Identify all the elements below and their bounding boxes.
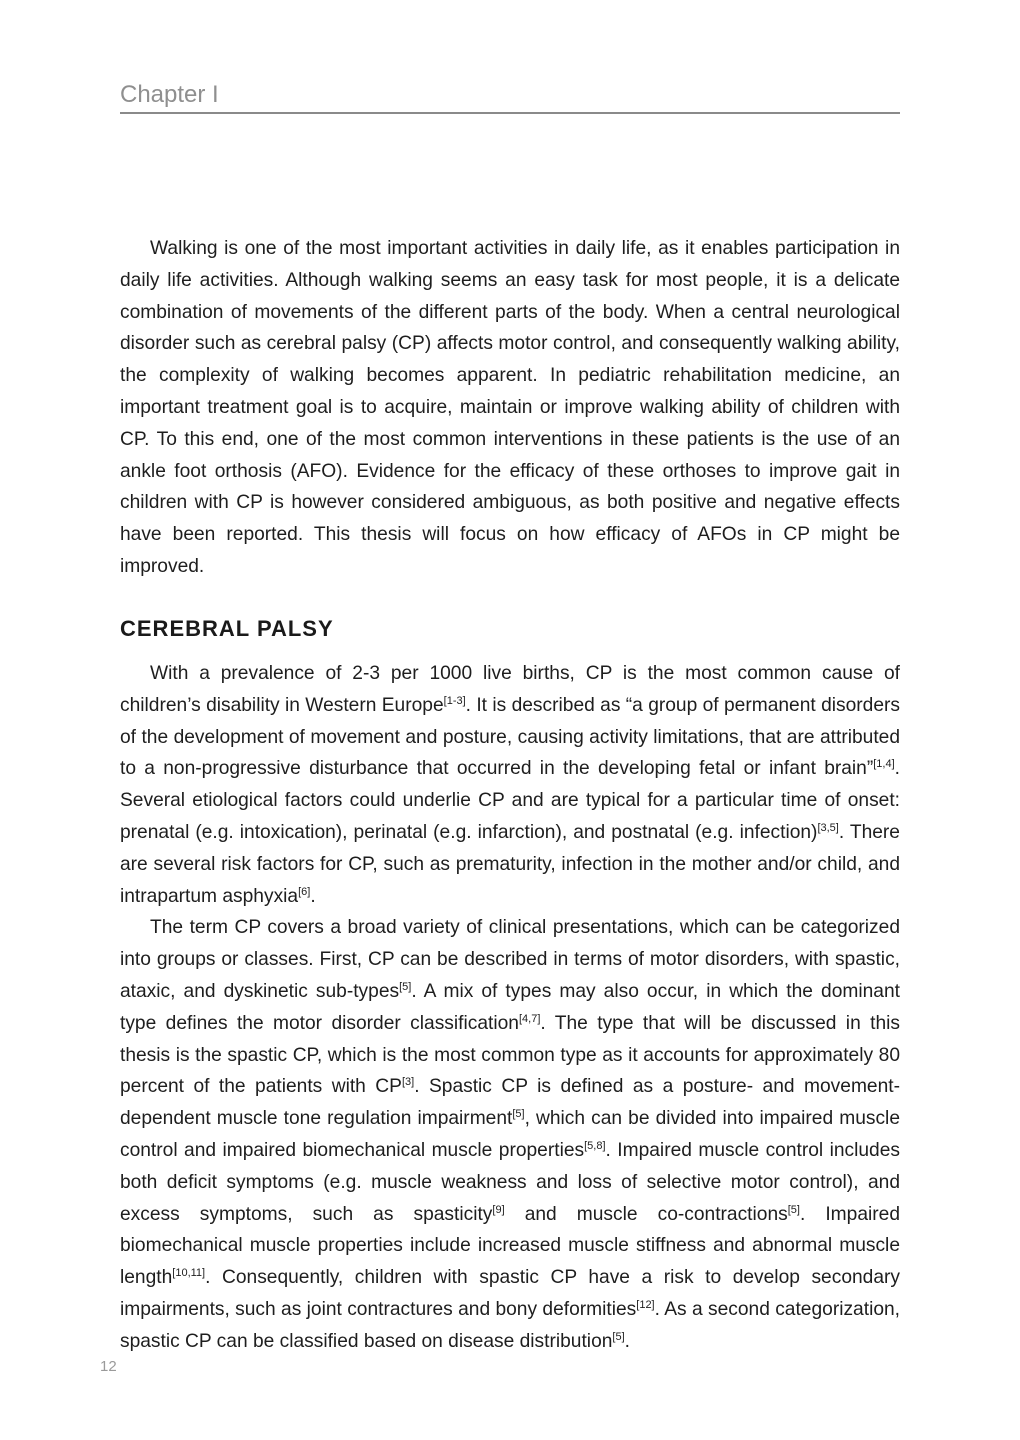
- citation-ref: [4,7]: [518, 1012, 541, 1025]
- citation-ref: [6]: [298, 885, 311, 898]
- page-header: [120, 80, 900, 114]
- citation-ref: [5]: [612, 1330, 625, 1343]
- intro-paragraph: Walking is one of the most important activities in daily life, as it enables participation in daily life activities. Although walking seems an easy task for most people, it is a delicate combination of movements of the different parts of the body. When a central neurological disorder such as cerebral palsy (CP) affects motor control, and consequently walking ability, the complexity of walking becomes apparent. In pediatric rehabilitation medicine, an important treatment goal is to acquire, maintain or improve walking ability of children with CP. To this end, one of the most common interventions in these patients is the use of an ankle foot orthosis (AFO). Evidence for the efficacy of these orthoses to improve gait in children with CP is however considered ambiguous, as both positive and negative effects have been reported. This thesis will focus on how efficacy of AFOs in CP might be improved.: [120, 238, 900, 577]
- text-run: . Several etiological factors could underlie CP and are typical for a particular time of onset: prenatal (e.g. intoxication), perinatal (e.g. infarction), and postnatal (e.g. infection): [120, 758, 900, 843]
- text-run: . As a second categorization, spastic CP can be classified based on disease distribution: [120, 1298, 901, 1352]
- text-run: The term CP covers a broad variety of clinical presentations, which can be categorized into groups or classes. First, CP can be described in terms of motor disorders, with spastic, ataxic, and dyskinetic sub-types: [120, 917, 900, 1002]
- text-run: . Impaired muscle control includes both deficit symptoms (e.g. muscle weakness and loss of selective motor control), and excess symptoms, such as spasticity: [120, 1139, 900, 1225]
- citation-ref: [9]: [492, 1203, 505, 1216]
- paragraph-prevalence: [120, 658, 900, 912]
- text-run: . Spastic CP is defined as a posture- and movement-dependent muscle tone regulation impairment: [120, 1076, 900, 1130]
- section-body: [120, 658, 900, 1358]
- text-run: .: [624, 1330, 630, 1352]
- page-number: 12: [100, 1358, 117, 1375]
- citation-ref: [5]: [399, 980, 412, 993]
- section-heading: CEREBRAL PALSY: [120, 616, 334, 641]
- intro-section: [120, 233, 900, 583]
- citation-ref: [12]: [636, 1298, 655, 1311]
- citation-ref: [5]: [512, 1108, 525, 1121]
- paragraph-classification: [120, 912, 900, 1357]
- text-run: . There are several risk factors for CP, such as prematurity, infection in the mother and/or child, and intrapartum asphyxia: [120, 821, 900, 907]
- citation-ref: [5,8]: [584, 1139, 606, 1152]
- citation-ref: [10,11]: [172, 1267, 206, 1280]
- citation-ref: [3]: [401, 1076, 415, 1089]
- text-run: With a prevalence of 2-3 per 1000 live births, CP is the most common cause of children’s disability in Western Europe: [120, 663, 900, 716]
- text-run: .: [310, 885, 316, 907]
- text-run: , which can be divided into impaired muscle control and impaired biomechanical muscle properties: [120, 1108, 900, 1161]
- text-run: . Consequently, children with spastic CP have a risk to develop secondary impairments, such as joint contractures and bony deformities: [120, 1267, 900, 1320]
- text-run: . The type that will be discussed in this thesis is the spastic CP, which is the most common type as it accounts for approximately 80 percent of the patients with CP: [120, 1012, 901, 1098]
- text-run: . A mix of types may also occur, in which the dominant type defines the motor disorder classification: [120, 980, 900, 1034]
- citation-ref: [1,4]: [873, 758, 895, 771]
- text-run: and muscle co-contractions: [504, 1203, 788, 1225]
- text-run: . Impaired biomechanical muscle properties include increased muscle stiffness and abnormal muscle length: [120, 1203, 900, 1289]
- citation-ref: [5]: [787, 1203, 800, 1216]
- text-run: . It is described as “a group of permanent disorders of the development of movement and posture, causing activity limitations, that are attributed to a non-progressive disturbance that occurred in the developing fetal or infant brain”: [120, 694, 900, 780]
- chapter-label: Chapter I: [120, 81, 219, 108]
- citation-ref: [3,5]: [817, 821, 839, 834]
- citation-ref: [1-3]: [443, 694, 466, 707]
